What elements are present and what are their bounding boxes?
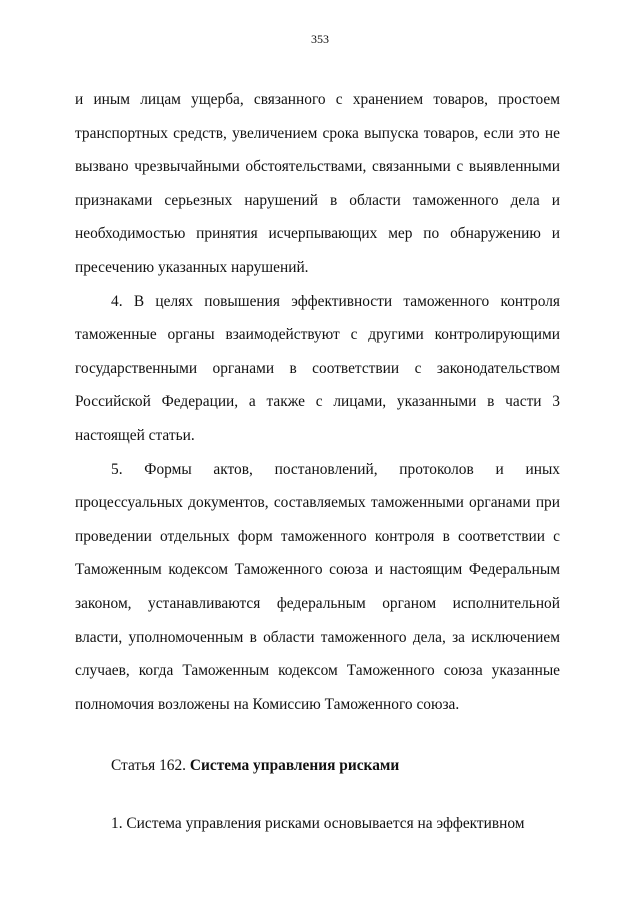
paragraph-1-article-162: 1. Система управления рисками основывается на эффективном — [111, 814, 525, 832]
paragraph-continuation: и иным лицам ущерба, связанного с хранением товаров, простоем транспортных средств, увеличением срока выпуска товаров, если это не вызвано чрезвычайными обстоятельствами, связанными с выявленными признаками серьезных нарушений в области таможенного дела и необходимостью принятия исчерпывающих мер по обнаружению и пресечению указанных нарушений. — [75, 91, 560, 276]
article-number: Статья 162. — [111, 757, 187, 775]
article-title: Система управления рисками — [189, 757, 400, 775]
article-heading — [75, 749, 560, 783]
paragraph-4: 4. В целях повышения эффективности таможенного контроля таможенные органы взаимодействуют с другими контролирующими государственными органами в соответствии с законодательством Российской Федерации, а также с лицами, указанными в части 3 настоящей статьи. — [75, 292, 560, 444]
paragraph-5: 5. Формы актов, постановлений, протоколов и иных процессуальных документов, составляемых таможенными органами при проведении отдельных форм таможенного контроля в соответствии с Таможенным кодексом Таможенного союза и настоящим Федеральным законом, устанавливаются федеральным органом исполнительной власти, уполномоченным в области таможенного дела, за исключением случаев, когда Таможенным кодексом Таможенного союза указанные полномочия возложены на Комиссию Таможенного союза. — [75, 460, 560, 713]
page-number: 353 — [311, 32, 329, 46]
document-body — [75, 83, 560, 840]
